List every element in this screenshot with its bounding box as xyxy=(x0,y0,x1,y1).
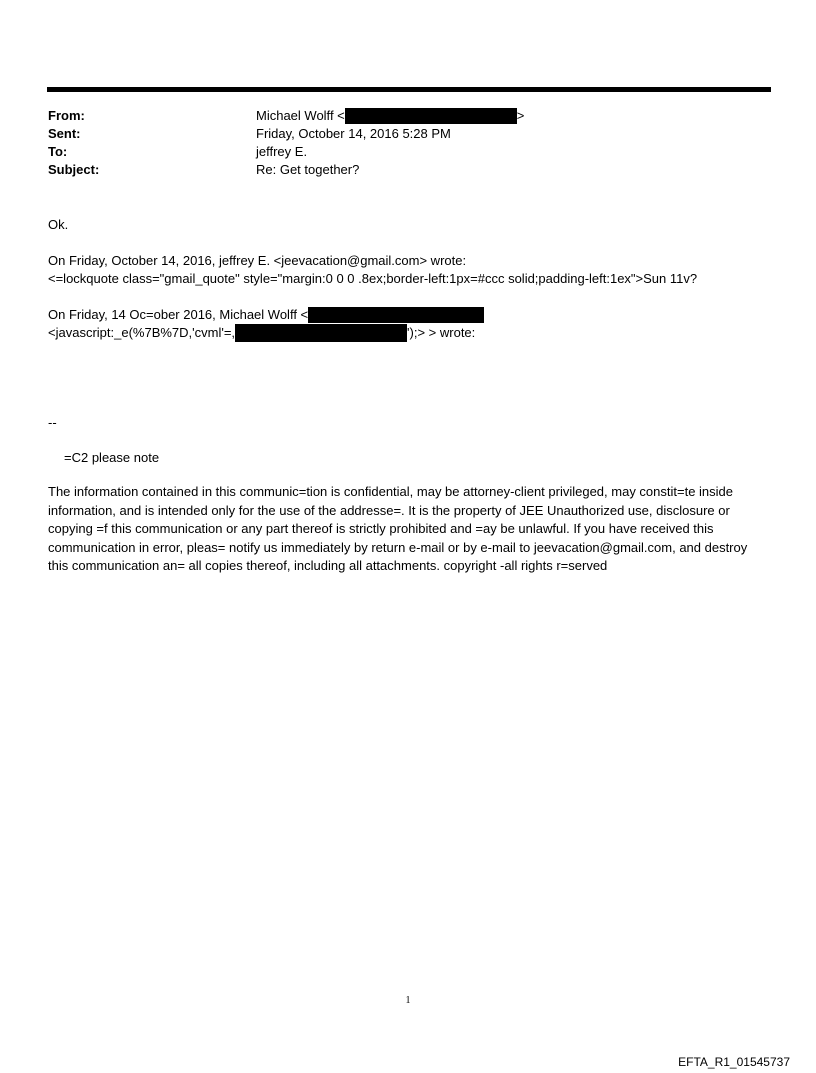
document-id: EFTA_R1_01545737 xyxy=(678,1055,790,1069)
from-suffix: > xyxy=(516,108,525,123)
quote2-attribution xyxy=(48,306,484,324)
to-label: To: xyxy=(48,144,68,159)
quote2-attribution-text: On Friday, 14 Oc=ober 2016, Michael Wolff < xyxy=(48,307,309,322)
quote2-link-line xyxy=(48,324,475,342)
confidentiality-disclaimer: The information contained in this communic=tion is confidential, may be attorney-client privileged, may constit=te inside information, and is intended only for the use of the addresse=. It is the property of JEE Unauthorized use, disclosure or copying =f this communication or any part thereof is strictly prohibited and =ay be unlawful. If you have received this communication in error, pleas= notify us immediately by return e-mail or by e-mail to jeevacation@gmail.com, and destroy this communication an= all copies thereof, including all attachments. copyright -all rights r=served xyxy=(48,484,748,573)
sent-label: Sent: xyxy=(48,126,81,141)
subject-value: Re: Get together? xyxy=(256,162,360,177)
from-value xyxy=(256,107,524,125)
header-rule xyxy=(47,87,771,92)
subject-label: Subject: xyxy=(48,162,100,177)
sent-value: Friday, October 14, 2016 5:28 PM xyxy=(256,126,451,141)
to-value: jeffrey E. xyxy=(256,144,308,159)
from-name: Michael Wolff < xyxy=(256,108,345,123)
reply-text: Ok. xyxy=(48,217,69,232)
from-label: From: xyxy=(48,108,85,123)
redaction-block xyxy=(308,307,484,323)
redaction-block xyxy=(235,324,407,342)
page-number: 1 xyxy=(405,995,411,1006)
signature-separator: -- xyxy=(48,415,57,430)
quote1-content: <=lockquote class="gmail_quote" style="margin:0 0 0 .8ex;border-left:1px=#ccc solid;padding-left:1ex">Sun 11v? xyxy=(48,271,698,286)
signature-note: =C2 please note xyxy=(64,450,160,465)
quote2-link-prefix: <javascript:_e(%7B%7D,'cvml'=, xyxy=(48,325,236,340)
redaction-block xyxy=(345,108,517,124)
quote2-link-suffix: ');> > wrote: xyxy=(407,325,476,340)
quote1-attribution: On Friday, October 14, 2016, jeffrey E. <jeevacation@gmail.com> wrote: xyxy=(48,253,467,268)
